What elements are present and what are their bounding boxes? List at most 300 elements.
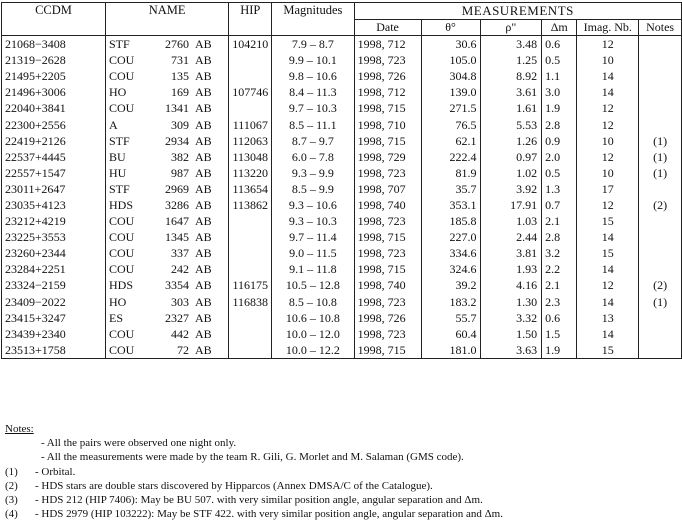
ccdm-cell: 23212+4219 — [2, 213, 106, 229]
ccdm-cell: 23035+4123 — [2, 197, 106, 213]
ccdm-cell: 23284+2251 — [2, 261, 106, 277]
hip-cell — [229, 68, 272, 84]
note-cell — [639, 326, 682, 342]
name-cell — [105, 149, 228, 165]
rho-cell: 5.53 — [481, 116, 542, 132]
theta-cell: 324.6 — [421, 261, 481, 277]
dm-cell: 2.0 — [542, 149, 577, 165]
date-cell: 1998, 712 — [354, 36, 421, 53]
rho-cell: 4.16 — [481, 277, 542, 293]
discoverer-number: 135 — [170, 69, 189, 84]
date-cell: 1998, 740 — [354, 197, 421, 213]
table-row — [2, 181, 682, 197]
table-row — [2, 326, 682, 342]
table-row — [2, 197, 682, 213]
table-row — [2, 100, 682, 116]
imag-nb-cell: 12 — [577, 100, 639, 116]
dm-cell: 0.9 — [542, 133, 577, 149]
discoverer-number: 1647 — [164, 214, 189, 229]
imag-nb-cell: 12 — [577, 197, 639, 213]
discoverer-code: COU — [108, 342, 135, 357]
dm-cell: 0.5 — [542, 165, 577, 181]
magnitudes-cell: 8.7 – 9.7 — [272, 133, 354, 149]
dm-cell: 2.1 — [542, 213, 577, 229]
discoverer-code: HU — [108, 165, 127, 180]
discoverer-number: 1345 — [164, 230, 189, 245]
rho-cell: 8.92 — [481, 68, 542, 84]
magnitudes-cell: 9.3 – 10.3 — [272, 213, 354, 229]
table-row — [2, 116, 682, 132]
dm-cell: 1.3 — [542, 181, 577, 197]
note-cell: (1) — [639, 133, 682, 149]
theta-cell: 62.1 — [421, 133, 481, 149]
imag-nb-cell: 15 — [577, 342, 639, 359]
ccdm-cell: 23324−2159 — [2, 277, 106, 293]
note-cell: (2) — [639, 277, 682, 293]
dm-cell: 0.7 — [542, 197, 577, 213]
name-cell — [105, 84, 228, 100]
note-cell: (1) — [639, 149, 682, 165]
imag-nb-cell: 14 — [577, 68, 639, 84]
discoverer-number: 337 — [170, 246, 189, 261]
table-row — [2, 342, 682, 359]
components: AB — [194, 117, 212, 132]
theta-cell: 139.0 — [421, 84, 481, 100]
note-cell — [639, 116, 682, 132]
discoverer-number: 2969 — [164, 181, 189, 196]
name-cell — [105, 36, 228, 53]
theta-cell: 39.2 — [421, 277, 481, 293]
dm-cell: 2.3 — [542, 294, 577, 310]
discoverer-number: 242 — [170, 262, 189, 277]
components: AB — [194, 165, 212, 180]
theta-cell: 353.1 — [421, 197, 481, 213]
components: AB — [194, 37, 212, 52]
name-cell — [105, 165, 228, 181]
name-cell — [105, 342, 228, 359]
dm-cell: 0.6 — [542, 310, 577, 326]
date-cell: 1998, 715 — [354, 261, 421, 277]
ccdm-cell: 23225+3553 — [2, 229, 106, 245]
discoverer-code: HO — [108, 294, 127, 309]
note-cell — [639, 261, 682, 277]
discoverer-number: 731 — [170, 53, 189, 68]
components: AB — [194, 69, 212, 84]
col-magnitudes-header: Magnitudes — [272, 3, 354, 36]
dm-cell: 1.9 — [542, 342, 577, 359]
imag-nb-cell: 10 — [577, 165, 639, 181]
theta-cell: 181.0 — [421, 342, 481, 359]
name-cell — [105, 116, 228, 132]
note-cell — [639, 181, 682, 197]
ccdm-cell: 22557+1547 — [2, 165, 106, 181]
table-row — [2, 213, 682, 229]
note-cell — [639, 310, 682, 326]
note-cell — [639, 52, 682, 68]
table-row — [2, 84, 682, 100]
components: AB — [194, 310, 212, 325]
dm-cell: 1.9 — [542, 100, 577, 116]
col-notes-header: Notes — [639, 20, 682, 36]
rho-cell: 1.30 — [481, 294, 542, 310]
imag-nb-cell: 12 — [577, 149, 639, 165]
note-cell: (1) — [639, 294, 682, 310]
magnitudes-cell: 10.6 – 10.8 — [272, 310, 354, 326]
table-row — [2, 277, 682, 293]
imag-nb-cell: 10 — [577, 133, 639, 149]
rho-cell: 1.26 — [481, 133, 542, 149]
name-cell — [105, 100, 228, 116]
discoverer-code: COU — [108, 101, 135, 116]
components: AB — [194, 342, 212, 357]
ccdm-cell: 23409−2022 — [2, 294, 106, 310]
rho-cell: 3.92 — [481, 181, 542, 197]
discoverer-number: 3354 — [164, 278, 189, 293]
table-row — [2, 294, 682, 310]
rho-cell: 0.97 — [481, 149, 542, 165]
date-cell: 1998, 729 — [354, 149, 421, 165]
theta-cell: 222.4 — [421, 149, 481, 165]
imag-nb-cell: 12 — [577, 36, 639, 53]
discoverer-number: 309 — [170, 117, 189, 132]
magnitudes-cell: 6.0 – 7.8 — [272, 149, 354, 165]
col-ccdm-header: CCDM — [2, 3, 106, 36]
name-cell — [105, 310, 228, 326]
dm-cell: 3.0 — [542, 84, 577, 100]
col-dm-header: Δm — [542, 20, 577, 36]
discoverer-number: 987 — [170, 165, 189, 180]
hip-cell — [229, 326, 272, 342]
table-row — [2, 229, 682, 245]
rho-cell: 1.50 — [481, 326, 542, 342]
ccdm-cell: 22419+2126 — [2, 133, 106, 149]
magnitudes-cell: 10.0 – 12.2 — [272, 342, 354, 359]
note-text: - Orbital. — [35, 465, 76, 478]
table-row — [2, 149, 682, 165]
name-cell — [105, 52, 228, 68]
note-general-1: - All the pairs were observed one night only. — [41, 437, 237, 450]
components: AB — [194, 53, 212, 68]
notes-title: Notes: — [5, 423, 34, 435]
discoverer-code: HDS — [108, 197, 133, 212]
table-row — [2, 310, 682, 326]
name-cell — [105, 197, 228, 213]
theta-cell: 227.0 — [421, 229, 481, 245]
theta-cell: 81.9 — [421, 165, 481, 181]
note-text: - HDS stars are double stars discovered by Hipparcos (Annex DMSA/C of the Catalogue). — [35, 479, 433, 492]
dm-cell: 1.1 — [542, 68, 577, 84]
date-cell: 1998, 723 — [354, 52, 421, 68]
magnitudes-cell: 8.5 – 11.1 — [272, 116, 354, 132]
hip-cell — [229, 100, 272, 116]
date-cell: 1998, 715 — [354, 229, 421, 245]
ccdm-cell: 22537+4445 — [2, 149, 106, 165]
imag-nb-cell: 15 — [577, 213, 639, 229]
imag-nb-cell: 14 — [577, 326, 639, 342]
table-row — [2, 68, 682, 84]
hip-cell — [229, 342, 272, 359]
note-cell — [639, 100, 682, 116]
magnitudes-cell: 10.0 – 12.0 — [272, 326, 354, 342]
magnitudes-cell: 8.5 – 10.8 — [272, 294, 354, 310]
dm-cell: 0.5 — [542, 52, 577, 68]
rho-cell: 1.03 — [481, 213, 542, 229]
table-row — [2, 245, 682, 261]
col-hip-header: HIP — [229, 3, 272, 36]
discoverer-code: COU — [108, 230, 135, 245]
dm-cell: 2.8 — [542, 116, 577, 132]
theta-cell: 30.6 — [421, 36, 481, 53]
note-cell — [639, 213, 682, 229]
date-cell: 1998, 723 — [354, 294, 421, 310]
discoverer-code: STF — [108, 37, 130, 52]
note-4 — [5, 507, 503, 521]
ccdm-cell: 23415+3247 — [2, 310, 106, 326]
date-cell: 1998, 712 — [354, 84, 421, 100]
name-cell — [105, 245, 228, 261]
hip-cell — [229, 261, 272, 277]
hip-cell: 112063 — [229, 133, 272, 149]
hip-cell: 113220 — [229, 165, 272, 181]
rho-cell: 3.63 — [481, 342, 542, 359]
imag-nb-cell: 14 — [577, 229, 639, 245]
imag-nb-cell: 10 — [577, 52, 639, 68]
ccdm-cell: 22300+2556 — [2, 116, 106, 132]
theta-cell: 55.7 — [421, 310, 481, 326]
name-cell — [105, 229, 228, 245]
date-cell: 1998, 723 — [354, 213, 421, 229]
components: AB — [194, 133, 212, 148]
discoverer-code: A — [108, 117, 118, 132]
hip-cell — [229, 245, 272, 261]
table-row — [2, 165, 682, 181]
rho-cell: 3.81 — [481, 245, 542, 261]
theta-cell: 183.2 — [421, 294, 481, 310]
imag-nb-cell: 14 — [577, 294, 639, 310]
col-name-header: NAME — [105, 3, 228, 36]
rho-cell: 17.91 — [481, 197, 542, 213]
dm-cell: 0.6 — [542, 36, 577, 53]
theta-cell: 35.7 — [421, 181, 481, 197]
date-cell: 1998, 723 — [354, 165, 421, 181]
ccdm-cell: 22040+3841 — [2, 100, 106, 116]
name-cell — [105, 133, 228, 149]
ccdm-cell: 23011+2647 — [2, 181, 106, 197]
magnitudes-cell: 9.3 – 9.9 — [272, 165, 354, 181]
magnitudes-cell: 9.1 – 11.8 — [272, 261, 354, 277]
name-cell — [105, 294, 228, 310]
ccdm-cell: 21068−3408 — [2, 36, 106, 53]
discoverer-code: COU — [108, 214, 135, 229]
hip-cell — [229, 213, 272, 229]
date-cell: 1998, 726 — [354, 68, 421, 84]
col-theta-header: θ° — [421, 20, 481, 36]
components: AB — [194, 101, 212, 116]
note-cell: (2) — [639, 197, 682, 213]
rho-cell: 1.93 — [481, 261, 542, 277]
theta-cell: 76.5 — [421, 116, 481, 132]
note-number: (4) — [5, 508, 18, 521]
date-cell: 1998, 707 — [354, 181, 421, 197]
discoverer-number: 3286 — [164, 197, 189, 212]
rho-cell: 3.61 — [481, 84, 542, 100]
dm-cell: 2.2 — [542, 261, 577, 277]
date-cell: 1998, 715 — [354, 133, 421, 149]
hip-cell: 116175 — [229, 277, 272, 293]
rho-cell: 3.48 — [481, 36, 542, 53]
rho-cell: 2.44 — [481, 229, 542, 245]
note-cell — [639, 245, 682, 261]
hip-cell: 107746 — [229, 84, 272, 100]
discoverer-number: 169 — [170, 85, 189, 100]
discoverer-code: COU — [108, 326, 135, 341]
name-cell — [105, 326, 228, 342]
ccdm-cell: 21319−2628 — [2, 52, 106, 68]
date-cell: 1998, 715 — [354, 100, 421, 116]
table-row — [2, 133, 682, 149]
note-general-2: - All the measurements were made by the team R. Gili, G. Morlet and M. Salaman (GMS code). — [41, 451, 464, 464]
dm-cell: 2.8 — [542, 229, 577, 245]
name-cell — [105, 181, 228, 197]
ccdm-cell: 21496+3006 — [2, 84, 106, 100]
note-cell — [639, 84, 682, 100]
discoverer-number: 2327 — [164, 310, 189, 325]
date-cell: 1998, 726 — [354, 310, 421, 326]
discoverer-code: ES — [108, 310, 123, 325]
note-cell — [639, 68, 682, 84]
discoverer-code: HO — [108, 85, 127, 100]
discoverer-number: 2934 — [164, 133, 189, 148]
components: AB — [194, 278, 212, 293]
components: AB — [194, 230, 212, 245]
ccdm-cell: 23260+2344 — [2, 245, 106, 261]
discoverer-number: 1341 — [164, 101, 189, 116]
components: AB — [194, 181, 212, 196]
name-cell — [105, 213, 228, 229]
magnitudes-cell: 9.9 – 10.1 — [272, 52, 354, 68]
imag-nb-cell: 12 — [577, 277, 639, 293]
date-cell: 1998, 723 — [354, 245, 421, 261]
note-2 — [5, 479, 503, 493]
magnitudes-cell: 8.4 – 11.3 — [272, 84, 354, 100]
hip-cell — [229, 52, 272, 68]
note-cell: (1) — [639, 165, 682, 181]
magnitudes-cell: 9.3 – 10.6 — [272, 197, 354, 213]
col-date-header: Date — [354, 20, 421, 36]
notes-section — [5, 422, 503, 521]
imag-nb-cell: 12 — [577, 116, 639, 132]
dm-cell: 2.1 — [542, 277, 577, 293]
components: AB — [194, 326, 212, 341]
components: AB — [194, 85, 212, 100]
rho-cell: 1.61 — [481, 100, 542, 116]
note-cell — [639, 342, 682, 359]
imag-nb-cell: 14 — [577, 84, 639, 100]
discoverer-code: COU — [108, 69, 135, 84]
name-cell — [105, 261, 228, 277]
note-3 — [5, 493, 503, 507]
components: AB — [194, 214, 212, 229]
discoverer-code: BU — [108, 149, 126, 164]
rho-cell: 1.02 — [481, 165, 542, 181]
discoverer-code: STF — [108, 181, 130, 196]
theta-cell: 60.4 — [421, 326, 481, 342]
col-rho-header: ρ" — [481, 20, 542, 36]
theta-cell: 271.5 — [421, 100, 481, 116]
magnitudes-cell: 9.7 – 10.3 — [272, 100, 354, 116]
hip-cell: 113654 — [229, 181, 272, 197]
magnitudes-cell: 10.5 – 12.8 — [272, 277, 354, 293]
imag-nb-cell: 14 — [577, 261, 639, 277]
ccdm-cell: 21495+2205 — [2, 68, 106, 84]
components: AB — [194, 262, 212, 277]
hip-cell — [229, 310, 272, 326]
note-number: (3) — [5, 494, 18, 507]
imag-nb-cell: 13 — [577, 310, 639, 326]
discoverer-number: 442 — [170, 326, 189, 341]
table-row — [2, 261, 682, 277]
hip-cell — [229, 229, 272, 245]
theta-cell: 304.8 — [421, 68, 481, 84]
table-row — [2, 52, 682, 68]
rho-cell: 3.32 — [481, 310, 542, 326]
date-cell: 1998, 723 — [354, 326, 421, 342]
theta-cell: 334.6 — [421, 245, 481, 261]
imag-nb-cell: 15 — [577, 245, 639, 261]
date-cell: 1998, 740 — [354, 277, 421, 293]
components: AB — [194, 246, 212, 261]
note-text: - HDS 212 (HIP 7406): May be BU 507. with very similar position angle, angular separation and Δm. — [35, 494, 483, 507]
measurements-table — [1, 2, 682, 359]
hip-cell: 111067 — [229, 116, 272, 132]
note-number: (1) — [5, 465, 18, 478]
discoverer-code: STF — [108, 133, 130, 148]
discoverer-code: COU — [108, 262, 135, 277]
discoverer-number: 72 — [176, 342, 189, 357]
name-cell — [105, 277, 228, 293]
magnitudes-cell: 7.9 – 8.7 — [272, 36, 354, 53]
name-cell — [105, 68, 228, 84]
hip-cell: 113862 — [229, 197, 272, 213]
note-text: - HDS 2979 (HIP 103222): May be STF 422. with very similar position angle, angular separation and Δm. — [35, 508, 503, 521]
date-cell: 1998, 715 — [354, 342, 421, 359]
magnitudes-cell: 9.8 – 10.6 — [272, 68, 354, 84]
discoverer-number: 303 — [170, 294, 189, 309]
components: AB — [194, 149, 212, 164]
note-cell — [639, 36, 682, 53]
hip-cell: 116838 — [229, 294, 272, 310]
note-1 — [5, 465, 503, 479]
magnitudes-cell: 9.0 – 11.5 — [272, 245, 354, 261]
imag-nb-cell: 17 — [577, 181, 639, 197]
discoverer-number: 382 — [170, 149, 189, 164]
table-row — [2, 36, 682, 53]
note-cell — [639, 229, 682, 245]
col-imag-nb-header: Imag. Nb. — [577, 20, 639, 36]
discoverer-number: 2760 — [164, 37, 189, 52]
magnitudes-cell: 8.5 – 9.9 — [272, 181, 354, 197]
discoverer-code: COU — [108, 53, 135, 68]
ccdm-cell: 23513+1758 — [2, 342, 106, 359]
measurements-group-header: MEASUREMENTS — [354, 3, 681, 20]
dm-cell: 3.2 — [542, 245, 577, 261]
note-number: (2) — [5, 479, 18, 492]
theta-cell: 105.0 — [421, 52, 481, 68]
components: AB — [194, 294, 212, 309]
discoverer-code: HDS — [108, 278, 133, 293]
date-cell: 1998, 710 — [354, 116, 421, 132]
magnitudes-cell: 9.7 – 11.4 — [272, 229, 354, 245]
